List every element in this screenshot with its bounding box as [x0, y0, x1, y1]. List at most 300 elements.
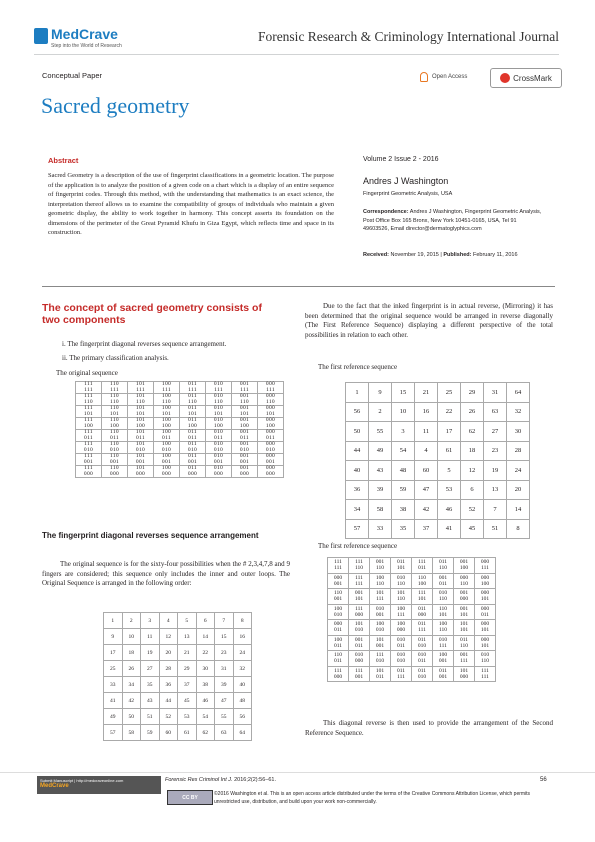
- abstract-text: Sacred Geometry is a description of the use of fingerprint classifications in a geometric location. The purpose of the application is to analyze the position of a given code on a chart which is a display of an entire sequence of fingerprint codes. Through this method, with the understanding that mathematics is an exact science, the interpretation thereof allows us to examine the compatibility of groups of individuals who maintain a given geometric display, the ability to work together in harmony. This concept asserts its foundation on the dimensions of the perimeter of the Great Pyramid Khufu in Giza Egypt, which reflects time and space in its construction.: [48, 172, 334, 236]
- table-cell: [154, 466, 180, 478]
- cell-code: 011: [240, 434, 249, 441]
- table-cell: 15: [392, 383, 415, 403]
- table-cell: 61: [438, 441, 461, 461]
- cell-code: 010: [239, 446, 250, 453]
- cell-code: 101: [187, 410, 198, 417]
- table-cell: [102, 466, 128, 478]
- table-cell: [454, 573, 475, 589]
- cell-code: 111: [84, 429, 93, 435]
- table-cell: 4: [415, 441, 438, 461]
- table-cell: 28: [159, 661, 178, 677]
- table-cell: [180, 442, 206, 454]
- cell-code: 110: [162, 398, 171, 405]
- cell-code: 111: [376, 652, 384, 659]
- table-cell: 64: [507, 383, 530, 403]
- cell-code: 000: [265, 441, 276, 447]
- cell-code: 001: [161, 458, 172, 465]
- table-cell: 62: [196, 725, 215, 741]
- table-cell: [370, 558, 391, 574]
- table-cell: 31: [484, 383, 507, 403]
- table-row: [104, 645, 252, 661]
- cell-code: 000: [354, 611, 364, 618]
- table-row: [346, 480, 530, 500]
- table-cell: 55: [215, 709, 234, 725]
- table-cell: 43: [141, 693, 160, 709]
- table-cell: [206, 382, 232, 394]
- table-row: [328, 604, 496, 620]
- cell-code: 110: [459, 580, 469, 587]
- table-cell: 45: [461, 519, 484, 539]
- correspondence: [363, 208, 543, 234]
- cell-code: 111: [376, 596, 384, 603]
- table-cell: 53: [178, 709, 197, 725]
- cell-code: 101: [213, 410, 224, 417]
- table-cell: 58: [122, 725, 141, 741]
- table-cell: 55: [369, 422, 392, 442]
- received-date: November 19, 2015: [390, 252, 439, 258]
- table-cell: 37: [415, 519, 438, 539]
- table-row: [76, 454, 284, 466]
- cell-code: 111: [418, 627, 426, 634]
- medcrave-logo[interactable]: [34, 24, 164, 50]
- table-cell: 63: [484, 402, 507, 422]
- cell-code: 010: [187, 446, 198, 453]
- cell-code: 001: [375, 559, 385, 566]
- table-cell: 30: [507, 422, 530, 442]
- table-cell: [475, 573, 496, 589]
- first-reference-caption: The first reference sequence: [318, 542, 398, 550]
- table-cell: [154, 394, 180, 406]
- cell-code: 111: [136, 386, 145, 393]
- table-cell: 34: [346, 500, 369, 520]
- table-row: [328, 666, 496, 682]
- cell-code: 110: [240, 398, 249, 405]
- cell-code: 000: [239, 470, 250, 477]
- cell-code: 111: [397, 611, 405, 618]
- cell-code: 010: [438, 590, 448, 597]
- cell-code: 010: [375, 605, 385, 612]
- cell-code: 011: [438, 580, 448, 587]
- table-cell: 11: [141, 629, 160, 645]
- table-cell: 27: [484, 422, 507, 442]
- table-cell: [412, 620, 433, 636]
- table-cell: [258, 442, 284, 454]
- table-cell: 23: [484, 441, 507, 461]
- cell-code: 011: [438, 667, 448, 674]
- table-cell: 42: [415, 500, 438, 520]
- table-cell: 40: [346, 461, 369, 481]
- table-cell: [349, 620, 370, 636]
- cell-code: 111: [84, 453, 93, 459]
- table-row: [346, 422, 530, 442]
- table-cell: 48: [392, 461, 415, 481]
- cell-code: 000: [265, 465, 276, 471]
- cell-code: 010: [213, 393, 224, 399]
- brand-name: MedCrave: [51, 26, 118, 42]
- table-cell: [258, 394, 284, 406]
- table-cell: [328, 589, 349, 605]
- cell-code: 000: [83, 470, 94, 477]
- cell-code: 001: [135, 458, 146, 465]
- table-cell: [475, 666, 496, 682]
- cell-code: 101: [438, 611, 448, 618]
- table-cell: 7: [215, 613, 234, 629]
- cell-code: 101: [135, 417, 146, 423]
- table-cell: 46: [438, 500, 461, 520]
- table-cell: 59: [392, 480, 415, 500]
- cell-code: 100: [333, 605, 343, 612]
- table-cell: [328, 635, 349, 651]
- cell-code: 010: [375, 658, 385, 665]
- cell-code: 001: [354, 673, 364, 680]
- cell-code: 111: [334, 565, 342, 572]
- table-cell: [391, 604, 412, 620]
- correspondence-label: Correspondence:: [363, 209, 409, 215]
- cell-code: 100: [161, 422, 172, 429]
- cell-code: 100: [239, 422, 250, 429]
- table-cell: [180, 406, 206, 418]
- cell-code: 001: [459, 652, 469, 659]
- table-cell: 62: [461, 422, 484, 442]
- cell-code: 111: [481, 673, 489, 680]
- cell-code: 011: [188, 381, 197, 387]
- table-cell: 7: [484, 500, 507, 520]
- cell-code: 110: [417, 574, 427, 581]
- cell-code: 000: [161, 470, 172, 477]
- table-cell: [232, 406, 258, 418]
- cell-code: 011: [417, 605, 427, 612]
- received-label: Received:: [363, 252, 389, 258]
- table-cell: 12: [461, 461, 484, 481]
- cell-code: 010: [396, 652, 406, 659]
- cell-code: 011: [396, 667, 406, 674]
- table-cell: [475, 651, 496, 667]
- table-cell: 51: [141, 709, 160, 725]
- cell-code: 101: [480, 627, 490, 634]
- cell-code: 010: [480, 652, 490, 659]
- cell-code: 110: [375, 565, 385, 572]
- table-cell: 41: [438, 519, 461, 539]
- cell-code: 001: [265, 458, 276, 465]
- table-cell: 29: [461, 383, 484, 403]
- table-cell: [76, 406, 102, 418]
- cell-code: 001: [239, 453, 250, 459]
- table-cell: [258, 430, 284, 442]
- original-codes-table: [75, 381, 284, 478]
- cell-code: 010: [333, 611, 343, 618]
- cell-code: 011: [417, 636, 427, 643]
- component-list: [62, 337, 226, 365]
- paragraph: The original sequence is for the sixty-four possibilities when the # 2,3,4,7,8 and 9 fingers are considered; this sequence only includes the inner and outer loops. The Original Sequence is arranged in the following order:: [42, 560, 290, 587]
- abstract-label: Abstract: [48, 156, 79, 165]
- table-cell: 10: [122, 629, 141, 645]
- table-cell: 18: [122, 645, 141, 661]
- cell-code: 010: [396, 574, 406, 581]
- table-cell: [232, 418, 258, 430]
- table-cell: 25: [104, 661, 123, 677]
- cell-code: 000: [187, 470, 198, 477]
- table-cell: [76, 418, 102, 430]
- table-cell: 20: [507, 480, 530, 500]
- table-cell: 2: [122, 613, 141, 629]
- table-cell: [180, 382, 206, 394]
- table-cell: 56: [346, 402, 369, 422]
- cell-code: 101: [459, 627, 469, 634]
- table-cell: [412, 666, 433, 682]
- table-cell: [391, 651, 412, 667]
- footer-brand-box[interactable]: [37, 776, 161, 794]
- table-cell: [154, 406, 180, 418]
- cell-code: 111: [355, 667, 363, 674]
- cell-code: 110: [110, 453, 119, 459]
- table-cell: [328, 666, 349, 682]
- table-cell: [206, 442, 232, 454]
- cell-code: 010: [417, 673, 427, 680]
- table-cell: 14: [507, 500, 530, 520]
- table-cell: [76, 394, 102, 406]
- cell-code: 110: [266, 398, 275, 405]
- cell-code: 011: [188, 405, 197, 411]
- table-cell: [433, 558, 454, 574]
- cell-code: 000: [459, 673, 469, 680]
- table-cell: 42: [122, 693, 141, 709]
- table-cell: 36: [159, 677, 178, 693]
- table-cell: 19: [141, 645, 160, 661]
- cell-code: 101: [396, 590, 406, 597]
- cell-code: 010: [213, 441, 224, 447]
- table-cell: [391, 573, 412, 589]
- table-cell: 37: [178, 677, 197, 693]
- table-cell: 48: [233, 693, 252, 709]
- volume-info: Volume 2 Issue 2 - 2016: [363, 156, 439, 163]
- paper-type: Conceptual Paper: [42, 71, 103, 80]
- cell-code: 101: [459, 667, 469, 674]
- table-cell: 30: [196, 661, 215, 677]
- cell-code: 010: [417, 642, 427, 649]
- cell-code: 111: [188, 386, 197, 393]
- dates: Received: November 19, 2015 | Published: February 11, 2016: [363, 252, 518, 258]
- table-cell: 33: [369, 519, 392, 539]
- table-cell: 25: [438, 383, 461, 403]
- cell-code: 101: [354, 621, 364, 628]
- brand-tagline: Step into the World of Research: [51, 43, 122, 49]
- table-row: [104, 677, 252, 693]
- table-cell: 26: [122, 661, 141, 677]
- cell-code: 101: [161, 410, 172, 417]
- cell-code: 110: [110, 429, 119, 435]
- table-row: [104, 693, 252, 709]
- cell-code: 011: [396, 559, 406, 566]
- table-cell: [258, 418, 284, 430]
- cell-code: 000: [265, 405, 276, 411]
- table-cell: 59: [141, 725, 160, 741]
- cell-code: 011: [188, 465, 197, 471]
- cell-code: 100: [161, 417, 172, 423]
- cell-code: 010: [417, 652, 427, 659]
- cell-code: 111: [84, 465, 93, 471]
- table-cell: 12: [159, 629, 178, 645]
- cell-code: 110: [110, 405, 119, 411]
- cell-code: 111: [481, 667, 489, 674]
- cell-code: 100: [161, 393, 172, 399]
- cell-code: 100: [161, 465, 172, 471]
- table-cell: [232, 382, 258, 394]
- table-cell: [76, 466, 102, 478]
- table-cell: [128, 430, 154, 442]
- table-cell: [475, 604, 496, 620]
- cell-code: 000: [213, 470, 224, 477]
- table-cell: 47: [215, 693, 234, 709]
- crossmark-label: CrossMark: [513, 73, 552, 83]
- cell-code: 000: [480, 605, 490, 612]
- cell-code: 111: [481, 565, 489, 572]
- cell-code: 100: [161, 429, 172, 435]
- cell-code: 100: [396, 621, 406, 628]
- cell-code: 100: [135, 422, 146, 429]
- table-cell: 52: [159, 709, 178, 725]
- table-cell: [370, 635, 391, 651]
- table-cell: [128, 454, 154, 466]
- table-cell: 64: [233, 725, 252, 741]
- cell-code: 010: [213, 381, 224, 387]
- cell-code: 000: [333, 673, 343, 680]
- table-cell: 58: [369, 500, 392, 520]
- cell-code: 010: [354, 652, 364, 659]
- table-cell: [391, 558, 412, 574]
- table-cell: 56: [233, 709, 252, 725]
- cell-code: 001: [239, 417, 250, 423]
- table-cell: [154, 442, 180, 454]
- table-cell: [128, 466, 154, 478]
- cell-code: 010: [438, 636, 448, 643]
- table-cell: [475, 635, 496, 651]
- table-cell: 41: [104, 693, 123, 709]
- cell-code: 000: [354, 658, 364, 665]
- table-cell: [370, 651, 391, 667]
- cell-code: 111: [84, 381, 93, 387]
- published-label: Published:: [443, 252, 472, 258]
- submit-manuscript-link[interactable]: Submit Manuscript | http://medcraveonline.com: [40, 778, 124, 783]
- table-row: [328, 635, 496, 651]
- footer-brand: MedCrave: [40, 783, 69, 789]
- table-cell: [328, 604, 349, 620]
- table-cell: 40: [233, 677, 252, 693]
- table-cell: 46: [196, 693, 215, 709]
- section-heading: The concept of sacred geometry consists of two components: [42, 302, 262, 326]
- table-cell: 63: [215, 725, 234, 741]
- table-cell: 57: [346, 519, 369, 539]
- cell-code: 100: [459, 565, 469, 572]
- paragraph: Due to the fact that the inked fingerprint is in actual reverse, (Mirroring) it has been determined that the original sequence would be arranged in reverse diagonally (The First Reference Sequence) displaying a different perspective of the total possibilities in relation to each other.: [305, 302, 553, 339]
- cell-code: 110: [438, 627, 448, 634]
- table-cell: 57: [104, 725, 123, 741]
- cell-code: 001: [83, 458, 94, 465]
- cell-code: 101: [135, 429, 146, 435]
- cell-code: 100: [375, 621, 385, 628]
- table-cell: 39: [215, 677, 234, 693]
- table-cell: [232, 394, 258, 406]
- crossmark-button[interactable]: [490, 68, 562, 88]
- cell-code: 110: [333, 590, 343, 597]
- table-cell: [412, 558, 433, 574]
- table-cell: [433, 589, 454, 605]
- cell-code: 010: [354, 627, 364, 634]
- cell-code: 100: [83, 422, 94, 429]
- cell-code: 000: [265, 453, 276, 459]
- table-cell: [154, 454, 180, 466]
- table-cell: [349, 558, 370, 574]
- cell-code: 100: [187, 422, 198, 429]
- table-cell: [206, 430, 232, 442]
- cell-code: 010: [213, 405, 224, 411]
- cell-code: 011: [188, 441, 197, 447]
- table-cell: [391, 589, 412, 605]
- cell-code: 100: [161, 405, 172, 411]
- cell-code: 110: [438, 565, 448, 572]
- cell-code: 100: [375, 574, 385, 581]
- cell-code: 111: [84, 386, 93, 393]
- cell-code: 101: [375, 667, 385, 674]
- cell-code: 100: [161, 453, 172, 459]
- table-cell: [328, 620, 349, 636]
- table-cell: 1: [104, 613, 123, 629]
- table-cell: 21: [178, 645, 197, 661]
- table-cell: 39: [369, 480, 392, 500]
- cell-code: 100: [213, 422, 224, 429]
- table-cell: 51: [484, 519, 507, 539]
- cell-code: 000: [109, 470, 120, 477]
- table-cell: [154, 382, 180, 394]
- table-cell: 35: [392, 519, 415, 539]
- header-divider: [34, 54, 559, 55]
- cc-license-icon[interactable]: CC BY: [167, 790, 213, 805]
- table-row: [76, 406, 284, 418]
- table-cell: [206, 394, 232, 406]
- table-cell: 24: [507, 461, 530, 481]
- cell-code: 001: [213, 458, 224, 465]
- cell-code: 110: [110, 393, 119, 399]
- cell-code: 011: [188, 434, 197, 441]
- table-cell: [412, 589, 433, 605]
- cell-code: 101: [375, 590, 385, 597]
- table-cell: [433, 651, 454, 667]
- table-cell: 31: [215, 661, 234, 677]
- open-access-label: Open Access: [432, 74, 468, 80]
- journal-title: Forensic Research & Criminology International Journal: [257, 29, 559, 44]
- cell-code: 101: [135, 393, 146, 399]
- cell-code: 001: [375, 611, 385, 618]
- cell-code: 010: [213, 446, 224, 453]
- cell-code: 111: [334, 667, 342, 674]
- paragraph: This diagonal reverse is then used to provide the arrangement of the Second Reference Sequence.: [305, 719, 553, 737]
- cell-code: 111: [439, 642, 447, 649]
- table-cell: 43: [369, 461, 392, 481]
- table-cell: 5: [178, 613, 197, 629]
- table-cell: 33: [104, 677, 123, 693]
- cell-code: 001: [375, 642, 385, 649]
- table-cell: 3: [392, 422, 415, 442]
- cell-code: 100: [109, 422, 120, 429]
- table-cell: [76, 430, 102, 442]
- table-cell: 49: [104, 709, 123, 725]
- cell-code: 111: [266, 386, 275, 393]
- cell-code: 001: [438, 673, 448, 680]
- table-row: [76, 382, 284, 394]
- table-cell: [454, 666, 475, 682]
- cell-code: 000: [265, 381, 276, 387]
- cell-code: 011: [375, 673, 385, 680]
- table-row: [346, 402, 530, 422]
